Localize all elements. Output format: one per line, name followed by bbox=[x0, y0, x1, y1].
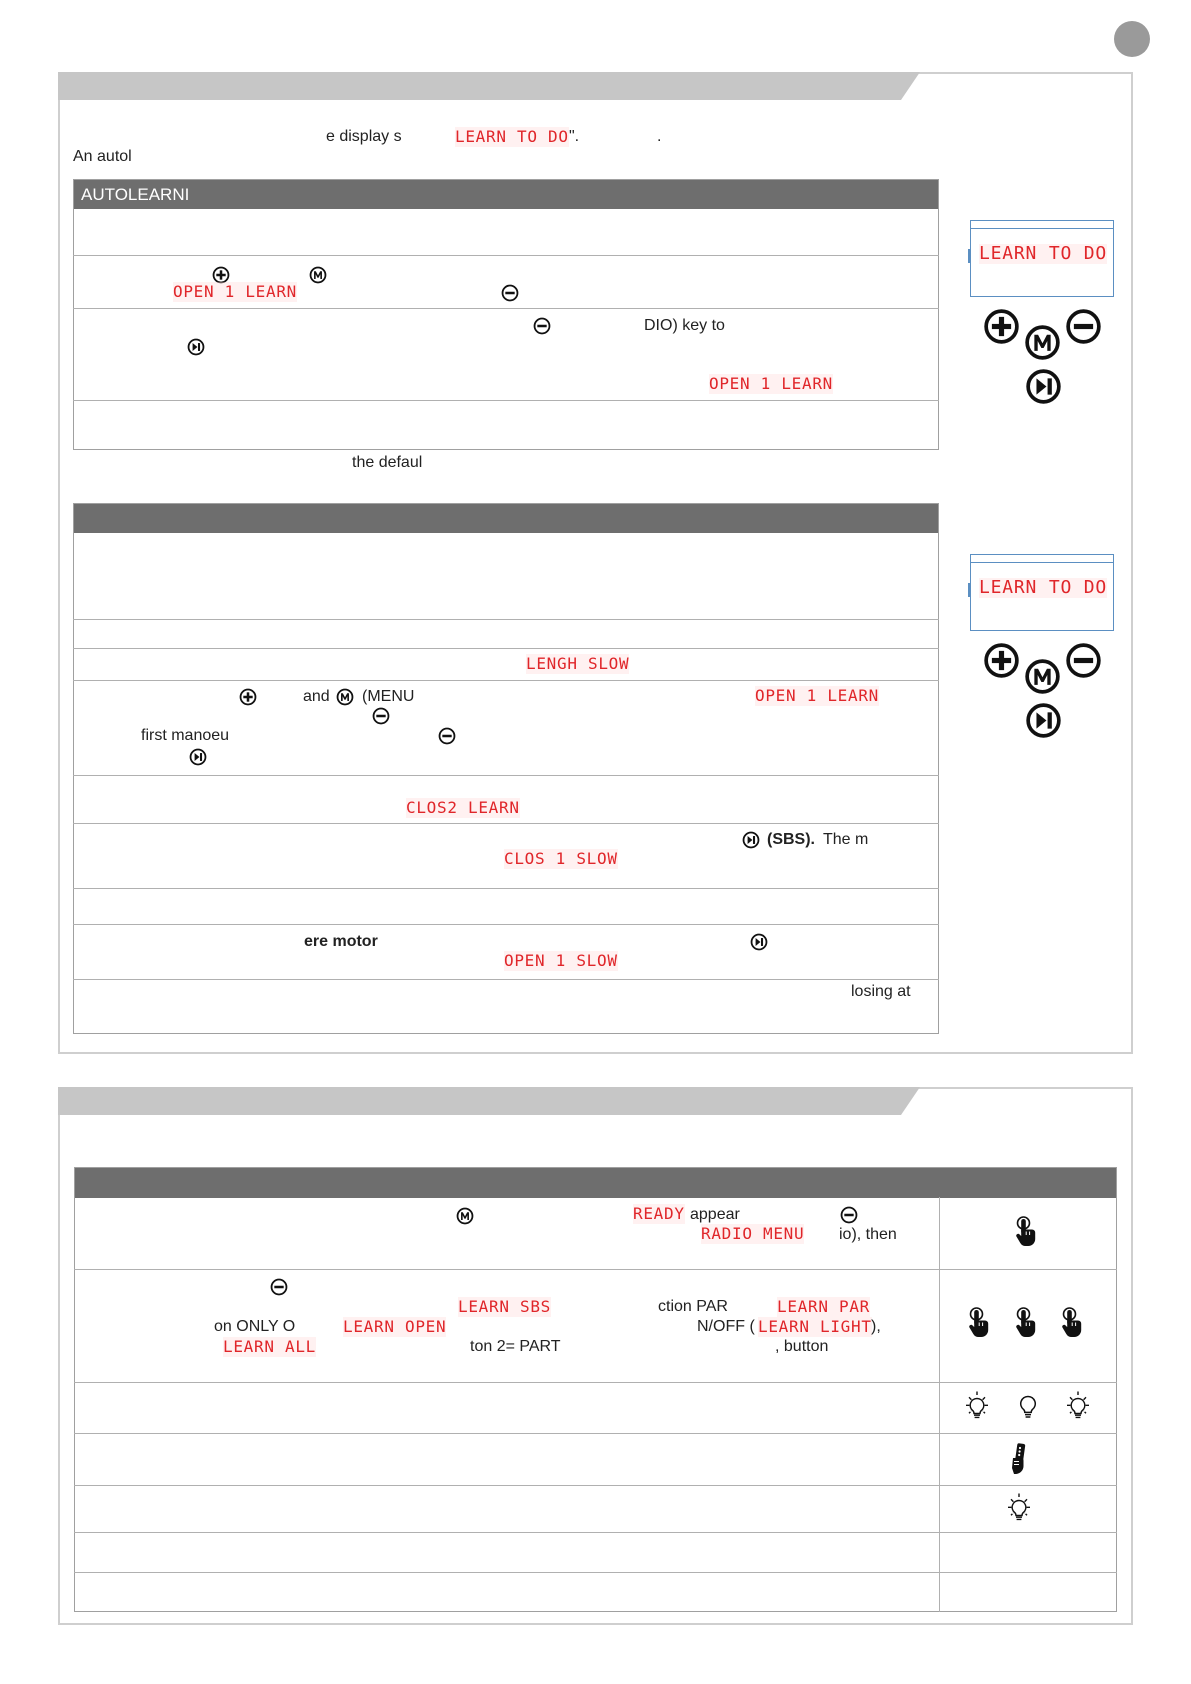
hand-press-icon bbox=[967, 1307, 993, 1339]
hand-press-icon bbox=[1014, 1307, 1040, 1339]
after-table1-text: the defaul bbox=[352, 454, 423, 471]
page-marker-circle bbox=[1114, 21, 1150, 57]
step-by-step-icon bbox=[187, 338, 205, 356]
plus-circle-icon bbox=[983, 642, 1020, 679]
step-by-step-icon bbox=[1025, 368, 1062, 405]
table2-row5-display: CLOS2 LEARN bbox=[406, 798, 520, 817]
table2-row6-text: The m bbox=[823, 831, 869, 848]
section1-intro-display: LEARN TO DO bbox=[455, 127, 569, 146]
bulb-off-icon bbox=[1011, 1390, 1045, 1424]
row1-then-text: io), then bbox=[839, 1226, 897, 1243]
learn-sbs-display: LEARN SBS bbox=[458, 1297, 551, 1316]
row1-appear-text: appear bbox=[690, 1206, 740, 1223]
minus-circle-icon bbox=[1065, 642, 1102, 679]
table1-row3-text: DIO) key to bbox=[644, 317, 725, 334]
learn-open-display: LEARN OPEN bbox=[343, 1317, 447, 1336]
table2-row4-display: OPEN 1 LEARN bbox=[755, 686, 879, 705]
table1-row3-display: OPEN 1 LEARN bbox=[709, 374, 833, 393]
minus-circle-icon bbox=[501, 284, 519, 302]
table3-row-divider bbox=[74, 1382, 1117, 1383]
step-by-step-icon bbox=[742, 831, 760, 849]
table1-row2-display: OPEN 1 LEARN bbox=[173, 282, 297, 301]
autolearn-table bbox=[73, 179, 939, 450]
m-circle-icon bbox=[1024, 324, 1061, 361]
minus-circle-icon bbox=[372, 707, 390, 725]
row2-button-text: , button bbox=[775, 1338, 829, 1355]
row2-paren-text: ), bbox=[871, 1318, 881, 1335]
m-circle-icon bbox=[1024, 658, 1061, 695]
display-inner-line bbox=[971, 562, 1113, 563]
table2-row-divider bbox=[73, 648, 939, 649]
bulb-on-icon bbox=[1002, 1492, 1036, 1526]
table3-row-divider bbox=[74, 1433, 1117, 1434]
table2-row9-text: losing at bbox=[851, 983, 911, 1000]
table2-row6-sbs: (SBS). bbox=[767, 831, 815, 848]
radio-menu-display: RADIO MENU bbox=[701, 1224, 805, 1243]
radio-learn-table-header bbox=[75, 1168, 1116, 1198]
table2-row4-and: and bbox=[303, 688, 330, 705]
table1-row-divider bbox=[73, 308, 939, 309]
minus-circle-icon bbox=[533, 317, 551, 335]
table2-row3-display: LENGH SLOW bbox=[526, 654, 630, 673]
minus-circle-icon bbox=[1065, 308, 1102, 345]
m-circle-icon bbox=[336, 688, 354, 706]
learn-all-display: LEARN ALL bbox=[223, 1337, 316, 1356]
table2-row4-menu: (MENU bbox=[362, 688, 415, 705]
table2-row-divider bbox=[73, 823, 939, 824]
plus-circle-icon bbox=[983, 308, 1020, 345]
side-display-2-text: LEARN TO DO bbox=[979, 577, 1108, 598]
remote-control-icon bbox=[1004, 1442, 1034, 1476]
table3-column-divider bbox=[939, 1197, 940, 1612]
side-display-1-text: LEARN TO DO bbox=[979, 243, 1108, 264]
display-edge-mark bbox=[968, 583, 970, 597]
section1-header-bar bbox=[58, 72, 920, 100]
section1-intro-dot: . bbox=[657, 128, 662, 145]
minus-circle-icon bbox=[270, 1278, 288, 1296]
table2-row-divider bbox=[73, 979, 939, 980]
step-by-step-icon bbox=[189, 748, 207, 766]
autolearn-table-header: AUTOLEARNI bbox=[74, 180, 938, 209]
display-edge-mark bbox=[968, 249, 970, 263]
table2-row8-display: OPEN 1 SLOW bbox=[504, 951, 618, 970]
section2-header-bar bbox=[58, 1087, 920, 1115]
row2-ton-text: ton 2= PART bbox=[470, 1338, 561, 1355]
row2-only-text: on ONLY O bbox=[214, 1318, 296, 1335]
hand-press-icon bbox=[1014, 1216, 1040, 1248]
table2-row-divider bbox=[73, 680, 939, 681]
m-circle-icon bbox=[309, 266, 327, 284]
section1-intro-text: e display s bbox=[326, 128, 402, 145]
bulb-on-icon bbox=[1061, 1390, 1095, 1424]
learn-light-display: LEARN LIGHT bbox=[758, 1317, 872, 1336]
learn-par-display: LEARN PAR bbox=[777, 1297, 870, 1316]
plus-circle-icon bbox=[239, 688, 257, 706]
row2-ction-par-text: ction PAR bbox=[658, 1298, 728, 1315]
row2-nof-text: N/OFF ( bbox=[697, 1318, 755, 1335]
table3-row-divider bbox=[74, 1572, 1117, 1573]
table3-row-divider bbox=[74, 1532, 1117, 1533]
table2-row8-bold: ere motor bbox=[304, 933, 378, 950]
learn-table-2-header bbox=[74, 504, 938, 533]
bulb-on-icon bbox=[960, 1390, 994, 1424]
step-by-step-icon bbox=[1025, 702, 1062, 739]
step-by-step-icon bbox=[750, 933, 768, 951]
table1-row-divider bbox=[73, 400, 939, 401]
table1-row-divider bbox=[73, 255, 939, 256]
table3-row-divider bbox=[74, 1485, 1117, 1486]
display-inner-line bbox=[971, 228, 1113, 229]
section1-intro-line2: An autol bbox=[73, 148, 132, 165]
table2-row6-display: CLOS 1 SLOW bbox=[504, 849, 618, 868]
table2-row-divider bbox=[73, 924, 939, 925]
ready-display: READY bbox=[633, 1204, 685, 1223]
table2-row4-first: first manoeu bbox=[141, 727, 230, 744]
table2-row-divider bbox=[73, 619, 939, 620]
table3-row-divider bbox=[74, 1269, 1117, 1270]
minus-circle-icon bbox=[840, 1206, 858, 1224]
table2-row-divider bbox=[73, 888, 939, 889]
minus-circle-icon bbox=[438, 727, 456, 745]
table2-row-divider bbox=[73, 775, 939, 776]
section1-intro-quote: ". bbox=[569, 128, 580, 145]
m-circle-icon bbox=[456, 1207, 474, 1225]
hand-press-icon bbox=[1060, 1307, 1086, 1339]
